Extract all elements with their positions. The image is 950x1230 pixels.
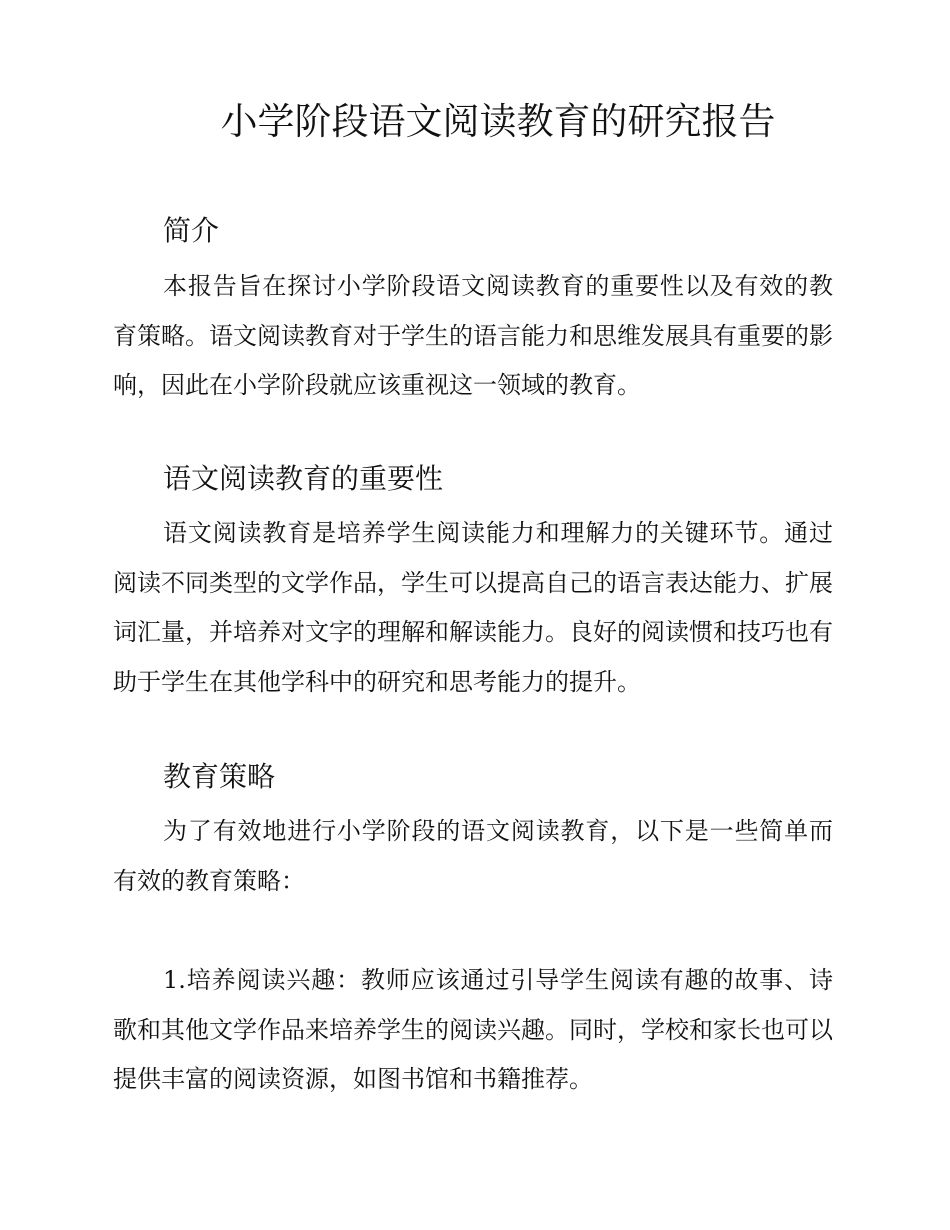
- paragraph-importance: 语文阅读教育是培养学生阅读能力和理解力的关键环节。通过阅读不同类型的文学作品，学生可以提高自己的语言表达能力、扩展词汇量，并培养对文字的理解和解读能力。良好的阅读惯和技巧也有助于学生在其他学科中的研究和思考能力的提升。: [113, 519, 833, 696]
- paragraph-strategy-1: 1.培养阅读兴趣：教师应该通过引导学生阅读有趣的故事、诗歌和其他文学作品来培养学生的阅读兴趣。同时，学校和家长也可以提供丰富的阅读资源，如图书馆和书籍推荐。: [113, 966, 833, 1093]
- section-heading-strategies: 教育策略: [163, 760, 276, 793]
- section-heading-importance: 语文阅读教育的重要性: [163, 462, 444, 495]
- paragraph-strategies-intro: 为了有效地进行小学阶段的语文阅读教育，以下是一些简单而有效的教育策略：: [113, 817, 833, 895]
- section-heading-intro: 简介: [163, 214, 220, 247]
- paragraph-intro: 本报告旨在探讨小学阶段语文阅读教育的重要性以及有效的教育策略。语文阅读教育对于学生的语言能力和思维发展具有重要的影响，因此在小学阶段就应该重视这一领域的教育。: [113, 272, 833, 399]
- document-title: 小学阶段语文阅读教育的研究报告: [220, 100, 776, 143]
